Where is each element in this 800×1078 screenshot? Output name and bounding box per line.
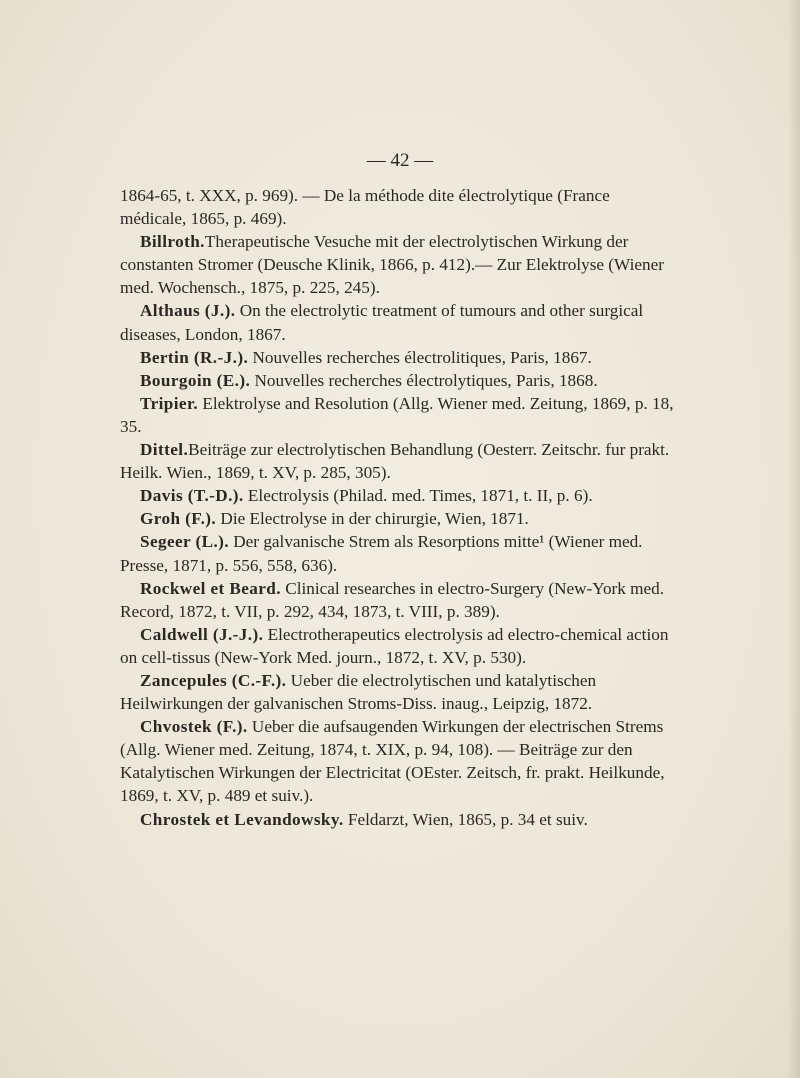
entry-text: Ueber die aufsaugenden Wirkungen der electrischen Strems (Allg. Wiener med. Zeitung, 1874, t. XIX, p. 94, 108). — Beiträge zur den Katalytischen Wirkungen der Electricitat (OEster. Zeitsch, fr. prakt. Heilkunde, 1869, t. XV, p. 489 et suiv.). xyxy=(120,717,665,806)
entry-text: Nouvelles recherches électrolitiques, Paris, 1867. xyxy=(252,347,592,367)
entry-author: Althaus (J.). xyxy=(140,301,236,321)
bibliography-entry xyxy=(120,299,680,345)
entry-author: Segeer (L.). xyxy=(140,532,229,552)
entry-author: Caldwell (J.-J.). xyxy=(140,624,264,644)
entry-author: Groh (F.). xyxy=(140,509,217,529)
entry-text: Therapeutische Vesuche mit der electrolytischen Wirkung der constanten Stromer (Deusche Klinik, 1866, p. 412).— Zur Elektrolyse (Wiener med. Wochensch., 1875, p. 225, 245). xyxy=(120,232,664,298)
entry-author: Davis (T.-D.). xyxy=(140,486,244,506)
bibliography-entry xyxy=(120,438,680,484)
entry-text: On the electrolytic treatment of tumours and other surgical diseases, London, 1867. xyxy=(120,301,644,344)
entry-author: Chvostek (F.). xyxy=(140,717,248,737)
entry-author: Tripier. xyxy=(140,393,199,413)
bibliography-entry xyxy=(120,346,680,369)
bibliography-entry xyxy=(120,530,680,576)
bibliography-entry xyxy=(120,577,680,623)
bibliography-entry xyxy=(120,230,680,299)
entry-text: Electrotherapeutics electrolysis ad electro-chemical action on cell-tissus (New-York Med. journ., 1872, t. XV, p. 530). xyxy=(120,624,669,667)
entry-author: Dittel. xyxy=(140,440,189,460)
entry-author: Rockwel et Beard. xyxy=(140,578,281,598)
entry-text: Ueber die electrolytischen und katalytischen Heilwirkungen der galvanischen Stroms-Diss. inaug., Leipzig, 1872. xyxy=(120,670,597,714)
entry-text: Die Electrolyse in der chirurgie, Wien, 1871. xyxy=(220,509,529,529)
bibliography-text xyxy=(120,184,680,831)
bibliography-entry xyxy=(120,184,680,230)
entry-text: Der galvanische Strem als Resorptions mitte¹ (Wiener med. Presse, 1871, p. 556, 558, 636). xyxy=(120,532,643,575)
entry-text: Nouvelles recherches électrolytiques, Paris, 1868. xyxy=(254,370,598,390)
bibliography-entry xyxy=(120,623,680,669)
bibliography-entry xyxy=(120,392,680,438)
entry-author: Bertin (R.-J.). xyxy=(140,347,249,367)
entry-text: Feldarzt, Wien, 1865, p. 34 et suiv. xyxy=(347,809,588,829)
entry-author: Chrostek et Levandowsky. xyxy=(140,809,344,829)
bibliography-entry xyxy=(120,808,680,831)
entry-author: Billroth. xyxy=(140,232,205,252)
entry-text: Electrolysis (Philad. med. Times, 1871, t. II, p. 6). xyxy=(247,486,593,506)
page-edge-shadow xyxy=(788,0,800,1078)
entry-author: Bourgoin (E.). xyxy=(140,370,251,390)
bibliography-entry xyxy=(120,369,680,392)
page-number: — 42 — xyxy=(366,150,434,171)
entry-author: Zancepules (C.-F.). xyxy=(140,670,287,690)
bibliography-entry xyxy=(120,669,680,715)
entry-text: Beiträge zur electrolytischen Behandlung (Oesterr. Zeitschr. fur prakt. Heilk. Wien., 1869, t. XV, p. 285, 305). xyxy=(120,440,670,483)
bibliography-entry xyxy=(120,507,680,530)
entry-text: Clinical researches in electro-Surgery (New-York med. Record, 1872, t. VII, p. 292, 434, 1873, t. VIII, p. 389). xyxy=(120,578,665,621)
entry-text: Elektrolyse and Resolution (Allg. Wiener med. Zeitung, 1869, p. 18, 35. xyxy=(120,393,674,436)
bibliography-entry xyxy=(120,715,680,807)
bibliography-entry xyxy=(120,484,680,507)
entry-text: 1864-65, t. XXX, p. 969). — De la méthode dite électrolytique (France médicale, 1865, p. 469). xyxy=(120,186,610,229)
